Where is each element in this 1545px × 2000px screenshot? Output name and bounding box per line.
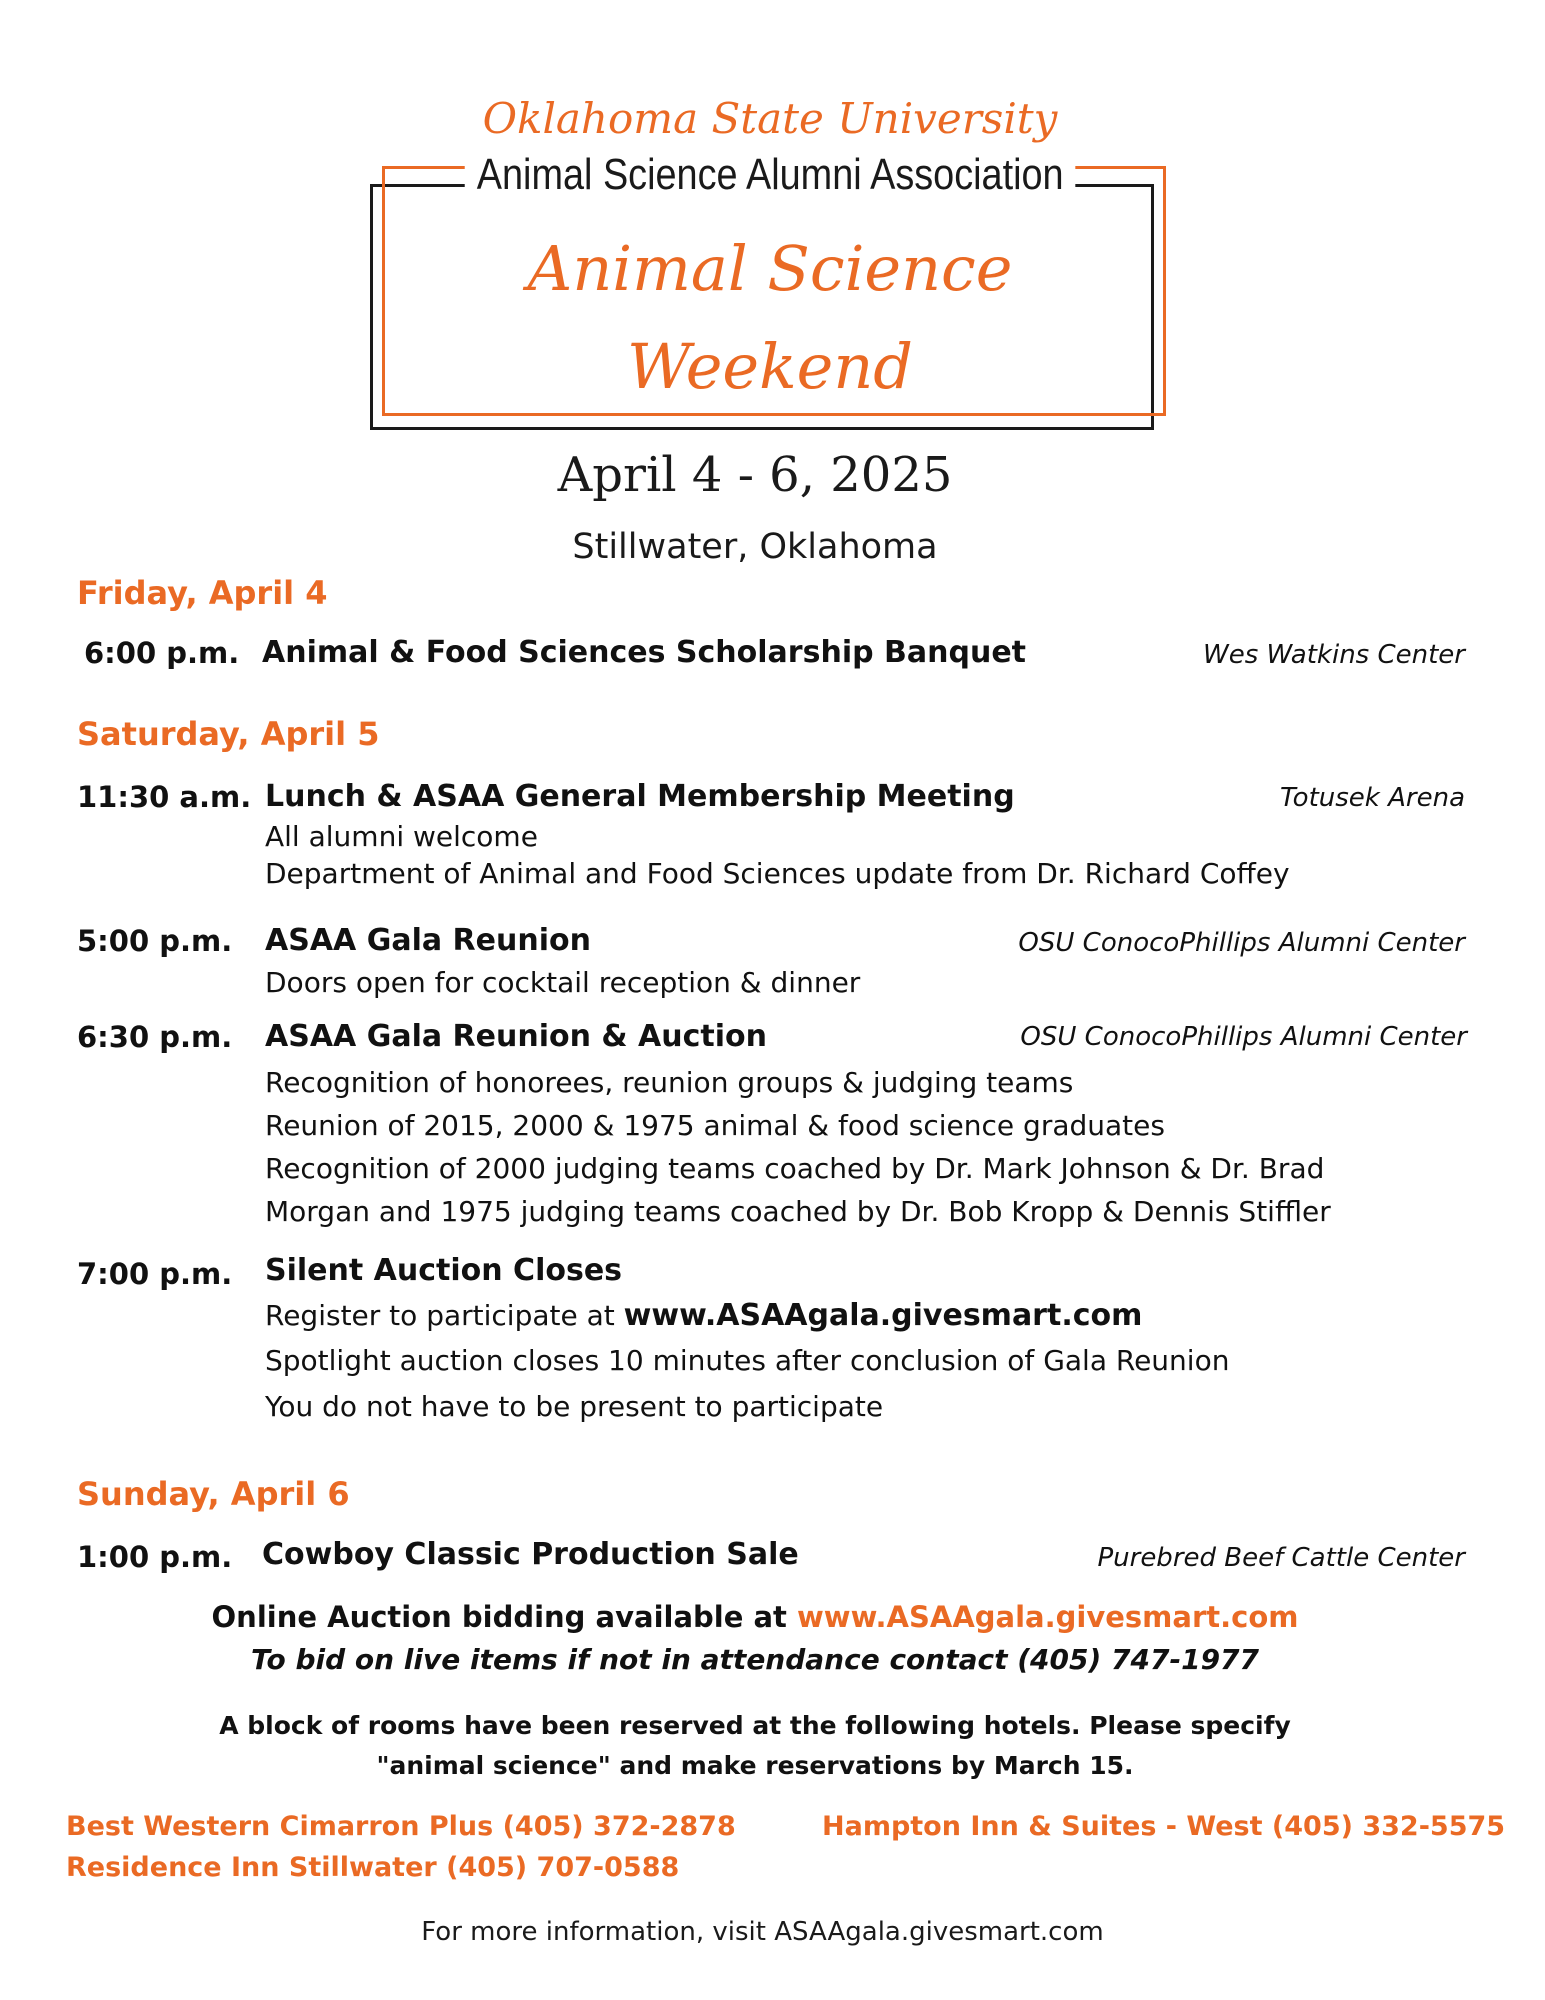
hotel-item: Residence Inn Stillwater (405) 707-0588 — [66, 1852, 680, 1883]
event-venue: OSU ConocoPhillips Alumni Center — [1020, 1022, 1467, 1052]
event-time: 1:00 p.m. — [77, 1540, 233, 1574]
hotel-intro-line1: A block of rooms have been reserved at the following hotels. Please specify — [219, 1711, 1291, 1740]
event-time: 6:00 p.m. — [84, 636, 240, 670]
event-title: Lunch & ASAA General Membership Meeting — [265, 779, 1015, 814]
event-detail: All alumni welcome — [265, 820, 538, 853]
event-title: ASAA Gala Reunion & Auction — [265, 1019, 767, 1054]
register-line — [265, 1295, 1142, 1337]
event-location: Stillwater, Oklahoma — [572, 527, 938, 567]
event-venue: Wes Watkins Center — [1202, 640, 1465, 670]
event-time: 6:30 p.m. — [77, 1020, 233, 1054]
university-name: Oklahoma State University — [482, 94, 1058, 143]
event-title-line1: Animal Science — [527, 232, 1013, 305]
event-dates: April 4 - 6, 2025 — [557, 447, 953, 503]
register-link[interactable]: www.ASAAgala.givesmart.com — [623, 1298, 1143, 1333]
event-detail: Reunion of 2015, 2000 & 1975 animal & food science graduates — [265, 1109, 1165, 1142]
association-name: Animal Science Alumni Association — [465, 150, 1076, 200]
event-title: ASAA Gala Reunion — [265, 923, 591, 958]
event-venue: Totusek Arena — [1280, 783, 1465, 813]
event-time: 7:00 p.m. — [77, 1257, 233, 1291]
sunday-heading: Sunday, April 6 — [77, 1475, 350, 1513]
online-auction-line — [0, 1600, 1510, 1634]
event-title-line2: Weekend — [627, 330, 913, 403]
footer-info: For more information, visit ASAAgala.givesmart.com — [421, 1917, 1104, 1947]
register-prefix: Register to participate at — [265, 1299, 624, 1332]
event-title: Animal & Food Sciences Scholarship Banquet — [262, 635, 1027, 670]
event-detail: Recognition of 2000 judging teams coached by Dr. Mark Johnson & Dr. Brad — [265, 1152, 1325, 1185]
hotel-item: Hampton Inn & Suites - West (405) 332-5575 — [822, 1811, 1506, 1842]
online-auction-link[interactable]: www.ASAAgala.givesmart.com — [797, 1600, 1299, 1634]
event-title: Cowboy Classic Production Sale — [262, 1537, 799, 1572]
event-title: Silent Auction Closes — [265, 1253, 623, 1288]
event-time: 11:30 a.m. — [77, 780, 252, 814]
event-detail: You do not have to be present to participate — [265, 1390, 884, 1423]
friday-heading: Friday, April 4 — [77, 574, 328, 612]
event-venue: OSU ConocoPhillips Alumni Center — [1018, 928, 1465, 958]
hotel-intro-line2: "animal science" and make reservations by March 15. — [376, 1751, 1134, 1780]
saturday-heading: Saturday, April 5 — [77, 715, 380, 753]
event-detail: Recognition of honorees, reunion groups & judging teams — [265, 1066, 1074, 1099]
hotel-item: Best Western Cimarron Plus (405) 372-2878 — [66, 1811, 736, 1842]
association-wrap — [360, 150, 1180, 200]
event-venue: Purebred Beef Cattle Center — [1097, 1543, 1465, 1573]
event-detail: Department of Animal and Food Sciences update from Dr. Richard Coffey — [265, 857, 1290, 890]
event-detail: Morgan and 1975 judging teams coached by Dr. Bob Kropp & Dennis Stiffler — [265, 1195, 1331, 1228]
event-detail: Spotlight auction closes 10 minutes after conclusion of Gala Reunion — [265, 1344, 1230, 1377]
online-auction-prefix: Online Auction bidding available at — [211, 1600, 798, 1634]
event-time: 5:00 p.m. — [77, 924, 233, 958]
event-detail: Doors open for cocktail reception & dinner — [265, 966, 861, 999]
live-bid-note: To bid on live items if not in attendance contact (405) 747-1977 — [250, 1643, 1260, 1676]
